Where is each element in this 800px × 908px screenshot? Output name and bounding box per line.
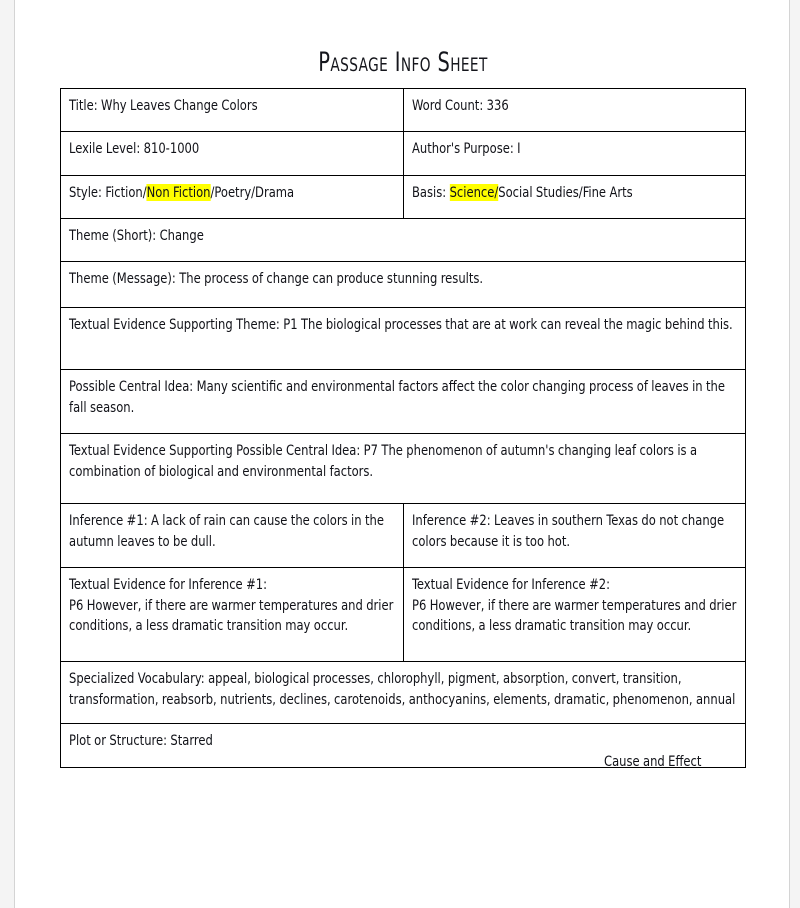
inference-1-evidence-text: P6 However, if there are warmer temperatures and drier conditions, a less dramatic transition may occur. xyxy=(69,596,394,634)
authors-purpose-value: Author's Purpose: I xyxy=(411,140,521,157)
table-row-vocabulary xyxy=(61,662,746,724)
cell-basis xyxy=(403,176,746,219)
passage-info-table xyxy=(60,88,746,768)
table-row-theme-message xyxy=(61,262,746,308)
cell-inference-1 xyxy=(61,504,404,568)
theme-evidence-value: Textual Evidence Supporting Theme: P1 The biological processes that are at work can reveal the magic behind this. xyxy=(69,316,733,333)
title-value: Title: Why Leaves Change Colors xyxy=(69,97,258,114)
left-page-gutter xyxy=(0,0,14,908)
cell-word-count xyxy=(403,89,746,132)
table-row-title xyxy=(61,89,746,132)
table-row-central-idea-evidence xyxy=(61,434,746,504)
cell-inference-2-evidence xyxy=(403,568,746,662)
theme-message-value: Theme (Message): The process of change can produce stunning results. xyxy=(69,270,484,287)
inference-1-evidence-label: Textual Evidence for Inference #1: xyxy=(69,576,268,593)
cell-inference-2 xyxy=(403,504,746,568)
cell-authors-purpose xyxy=(403,132,746,176)
table-row-theme-short xyxy=(61,219,746,262)
inference-1-value: Inference #1: A lack of rain can cause the colors in the autumn leaves to be dull. xyxy=(69,512,384,550)
word-count-value: Word Count: 336 xyxy=(411,97,509,114)
table-row-inference-evidence xyxy=(61,568,746,662)
style-prefix: Style: Fiction/ xyxy=(69,184,147,201)
cell-style xyxy=(61,176,404,219)
table-row-central-idea xyxy=(61,370,746,434)
theme-short-value: Theme (Short): Change xyxy=(69,227,204,244)
cell-specialized-vocabulary xyxy=(61,662,746,724)
specialized-vocabulary-value: Specialized Vocabulary: appeal, biological processes, chlorophyll, pigment, absorption, convert, transition, transformation, reabsorb, nutrients, declines, carotenoids, anthocyanins, elements, dramatic, phenomenon, annual xyxy=(69,670,736,708)
central-idea-value: Possible Central Idea: Many scientific and environmental factors affect the color changing process of leaves in the fall season. xyxy=(69,378,725,416)
basis-highlight: Science/ xyxy=(449,184,498,201)
table-row-inferences xyxy=(61,504,746,568)
cell-lexile-level xyxy=(61,132,404,176)
cell-central-idea-evidence xyxy=(61,434,746,504)
table-row-plot-structure xyxy=(61,724,746,768)
inference-2-value: Inference #2: Leaves in southern Texas do not change colors because it is too hot. xyxy=(411,512,724,550)
cell-plot-structure xyxy=(61,724,746,768)
cell-inference-1-evidence xyxy=(61,568,404,662)
basis-prefix: Basis: xyxy=(411,184,450,201)
cell-theme-evidence xyxy=(61,308,746,370)
inference-2-evidence-label: Textual Evidence for Inference #2: xyxy=(411,576,610,593)
plot-structure-value: Plot or Structure: Starred xyxy=(69,732,213,749)
plot-structure-secondary-value: Cause and Effect xyxy=(604,752,702,770)
lexile-level-value: Lexile Level: 810-1000 xyxy=(69,140,200,157)
table-row-lexile xyxy=(61,132,746,176)
style-suffix: /Poetry/Drama xyxy=(210,184,295,201)
cell-theme-short xyxy=(61,219,746,262)
style-value xyxy=(69,183,394,204)
basis-suffix: Social Studies/Fine Arts xyxy=(497,184,633,201)
style-highlight: Non Fiction xyxy=(146,184,211,201)
table-row-theme-evidence xyxy=(61,308,746,370)
cell-central-idea xyxy=(61,370,746,434)
document-page xyxy=(14,0,790,908)
page-title: Passage Info Sheet xyxy=(318,47,488,78)
basis-value xyxy=(412,183,737,204)
cell-theme-message xyxy=(61,262,746,308)
inference-2-evidence-text: P6 However, if there are warmer temperatures and drier conditions, a less dramatic transition may occur. xyxy=(411,596,736,634)
central-idea-evidence-value: Textual Evidence Supporting Possible Central Idea: P7 The phenomenon of autumn's changing leaf colors is a combination of biological and environmental factors. xyxy=(69,442,698,480)
cell-title xyxy=(61,89,404,132)
table-row-style-basis xyxy=(61,176,746,219)
